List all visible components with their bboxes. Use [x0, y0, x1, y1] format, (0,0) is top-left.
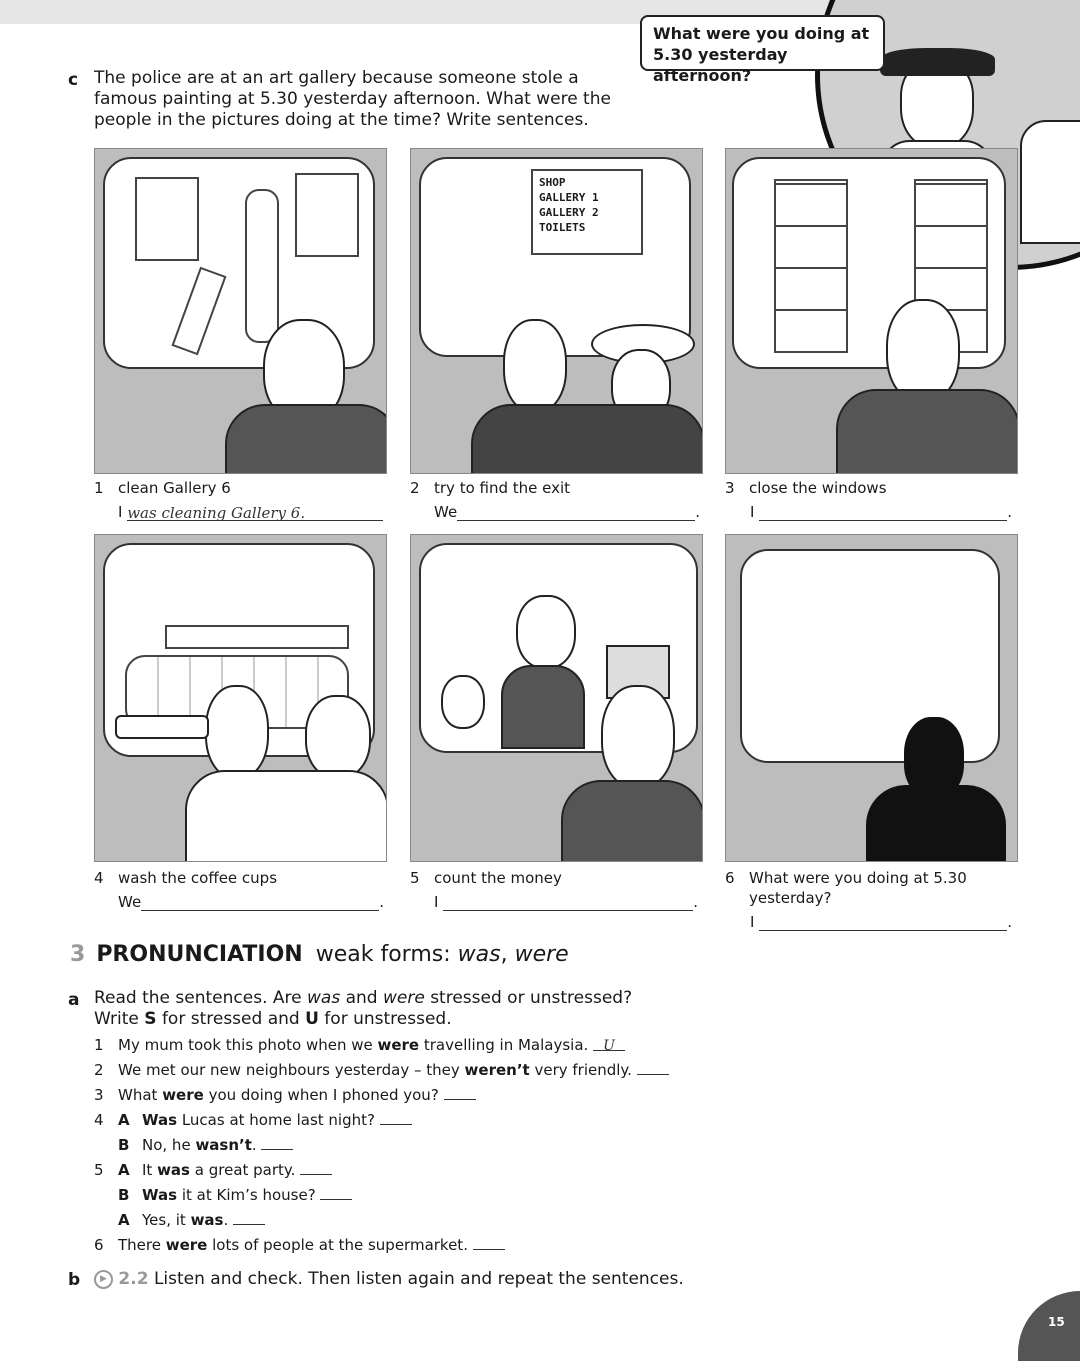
section-c-letter: c — [68, 70, 79, 90]
sentence-5a: 5 A It was a great party. — [94, 1160, 332, 1180]
page-number: 15 — [1018, 1291, 1080, 1361]
answer-blank — [473, 1235, 505, 1250]
cashier-body — [501, 665, 585, 749]
sentence-2: 2 We met our new neighbours yesterday – they weren’t very friendly. — [94, 1060, 669, 1080]
picture-6 — [725, 534, 1018, 862]
vacuum-cleaner — [171, 267, 226, 356]
section-b-instruction: ▶ 2.2 Listen and check. Then listen again and repeat the sentences. — [94, 1269, 684, 1290]
window — [774, 179, 848, 353]
woman-body — [561, 780, 703, 862]
guard-face — [886, 299, 960, 403]
item-6-answer: I . — [750, 913, 1012, 931]
item-4-prompt: 4 wash the coffee cups — [94, 869, 278, 887]
thought-cloud — [732, 157, 1006, 369]
cafe-counter — [165, 625, 349, 649]
answer-blank: U — [593, 1036, 625, 1051]
audio-icon[interactable]: ▶ — [94, 1270, 113, 1289]
item-5-answer-line — [443, 894, 693, 911]
answer-blank — [300, 1160, 332, 1175]
direction-sign: SHOP GALLERY 1 GALLERY 2 TOILETS — [531, 169, 643, 255]
woman-face — [601, 685, 675, 789]
sentence-5b: B Was it at Kim’s house? — [94, 1185, 352, 1205]
answer-blank — [320, 1185, 352, 1200]
item-2-answer-line — [457, 504, 695, 521]
track-number: 2.2 — [118, 1269, 149, 1289]
item-1-prompt: 1 clean Gallery 6 — [94, 479, 231, 497]
speech-bubble: What were you doing at 5.30 yesterday afternoon? — [640, 15, 885, 71]
policewoman — [1020, 120, 1080, 244]
item-2-prompt: 2 try to find the exit — [410, 479, 571, 497]
silhouette-body — [866, 785, 1006, 862]
sentence-4b: B No, he wasn’t. — [94, 1135, 293, 1155]
cleaner-uniform — [225, 404, 387, 474]
answer-blank — [261, 1135, 293, 1150]
sentence-3: 3 What were you doing when I phoned you? — [94, 1085, 476, 1105]
empty-thought-cloud — [740, 549, 1000, 763]
pronunciation-heading: 3 PRONUNCIATION weak forms: was, were — [70, 942, 569, 967]
picture-4 — [94, 534, 387, 862]
item-6-answer-line — [759, 914, 1007, 931]
picture-2 — [410, 148, 703, 474]
answer-blank — [637, 1060, 669, 1075]
cashier-face — [516, 595, 576, 669]
sentence-5c: A Yes, it was. — [94, 1210, 265, 1230]
picture-1 — [94, 148, 387, 474]
guard-uniform — [836, 389, 1018, 474]
item-4-answer-line — [141, 894, 379, 911]
staff-bodies — [185, 770, 387, 862]
tourists-bodies — [471, 404, 703, 474]
tray-with-cups — [115, 715, 209, 739]
cleaner-figure — [245, 189, 279, 343]
section-c-instruction: The police are at an art gallery because someone stole a famous painting at 5.30 yesterday afternoon. What were the people in the pictures doing at the time? Write sentences. — [94, 68, 611, 130]
police-officer-cap — [880, 48, 995, 76]
section-a-instruction: Read the sentences. Are was and were stressed or unstressed? Write S for stressed and U for unstressed. — [94, 988, 633, 1029]
tourist-man-face — [503, 319, 567, 413]
item-4-answer: We . — [118, 893, 384, 911]
sentence-6: 6 There were lots of people at the supermarket. — [94, 1235, 505, 1255]
item-1-answer: I was cleaning Gallery 6. — [118, 503, 383, 521]
picture-3 — [725, 148, 1018, 474]
item-3-prompt: 3 close the windows — [725, 479, 887, 497]
section-b-letter: b — [68, 1270, 81, 1290]
answer-blank — [380, 1110, 412, 1125]
item-3-answer-line — [759, 504, 1007, 521]
item-3-answer: I . — [750, 503, 1012, 521]
answer-blank — [444, 1085, 476, 1100]
waiter-face — [205, 685, 269, 779]
item-5-answer: I . — [434, 893, 698, 911]
item-5-prompt: 5 count the money — [410, 869, 562, 887]
section-a-letter: a — [68, 990, 80, 1010]
item-1-answer-text: was cleaning Gallery 6. — [127, 504, 383, 521]
thief-face — [441, 675, 485, 729]
sentence-4a: 4 A Was Lucas at home last night? — [94, 1110, 412, 1130]
sentence-1: 1 My mum took this photo when we were travelling in Malaysia. U — [94, 1035, 625, 1055]
painting-frame — [295, 173, 359, 257]
item-6-prompt: 6 What were you doing at 5.30 yesterday? — [725, 869, 967, 907]
waitress-face — [305, 695, 371, 779]
picture-5 — [410, 534, 703, 862]
item-2-answer: We . — [434, 503, 700, 521]
answer-blank — [233, 1210, 265, 1225]
painting-frame — [135, 177, 199, 261]
